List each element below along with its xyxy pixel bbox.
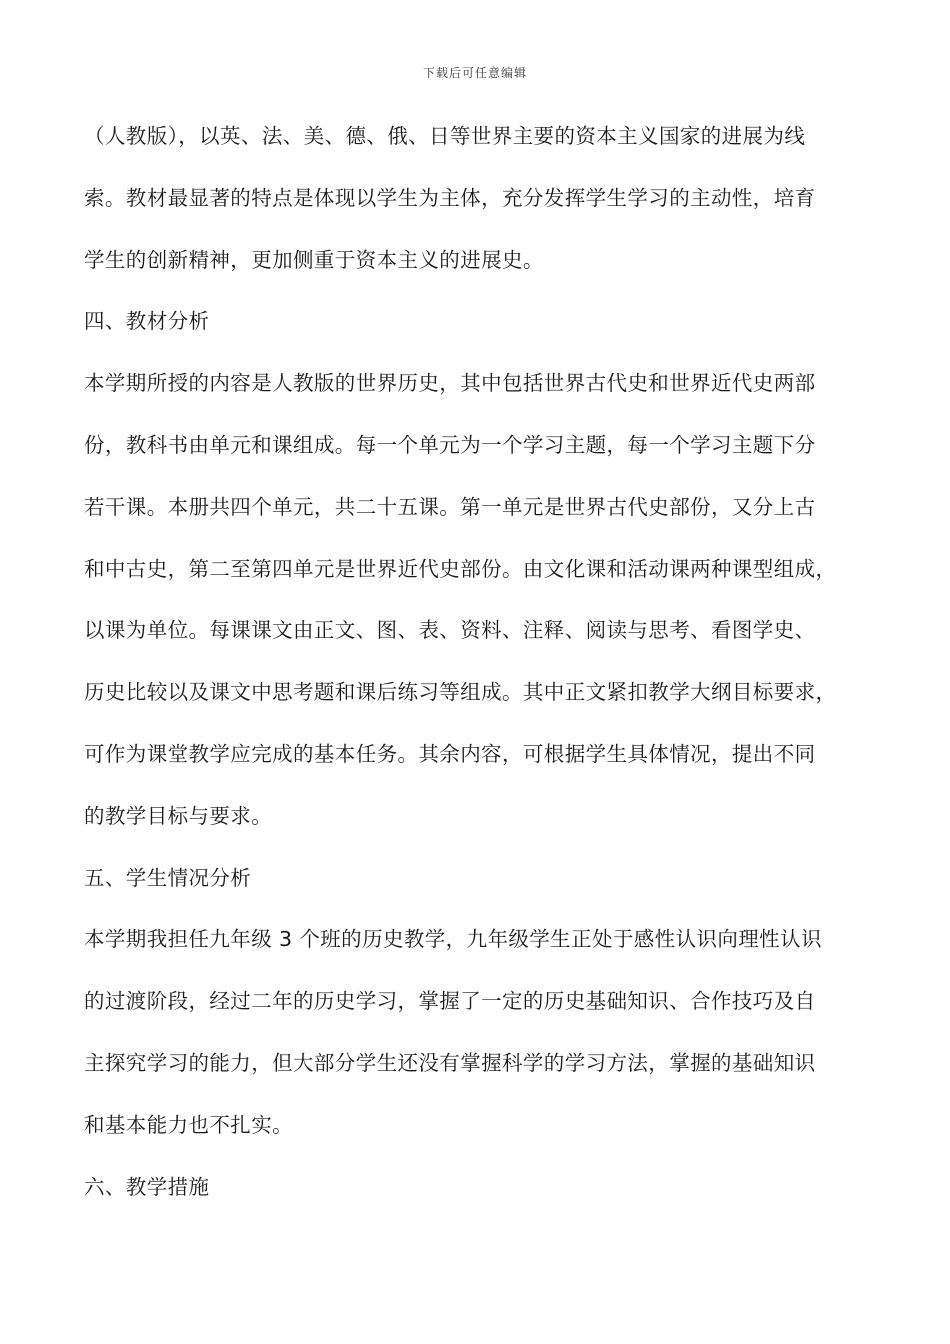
- paragraph-line: 可作为课堂教学应完成的基本任务。其余内容，可根据学生具体情况，提出不同: [84, 741, 816, 766]
- paragraph-line: 历史比较以及课文中思考题和课后练习等组成。其中正文紧扣教学大纲目标要求，: [84, 680, 837, 705]
- paragraph-line: 和基本能力也不扎实。: [84, 1112, 293, 1137]
- paragraph-line: 索。教材最显著的特点是体现以学生为主体，充分发挥学生学习的主动性，培育: [84, 185, 816, 210]
- paragraph-line: 主探究学习的能力，但大部分学生还没有掌握科学的学习方法，掌握的基础知识: [84, 1050, 816, 1075]
- paragraph-line: （人教版），以英、法、美、德、俄、日等世界主要的资本主义国家的进展为线: [84, 124, 806, 148]
- section-heading-textbook-analysis: 四、教材分析: [84, 309, 210, 334]
- paragraph-line: 的过渡阶段，经过二年的历史学习，掌握了一定的历史基础知识、合作技巧及自: [84, 989, 816, 1014]
- paragraph-line: 本学期我担任九年级 3 个班的历史教学，九年级学生正处于感性认识向理性认识: [84, 927, 822, 952]
- section-heading-student-analysis: 五、学生情况分析: [84, 865, 252, 890]
- paragraph-line: 学生的创新精神，更加侧重于资本主义的进展史。: [84, 247, 544, 272]
- document-body: [84, 116, 884, 1228]
- paragraph-line: 份，教科书由单元和课组成。每一个单元为一个学习主题，每一个学习主题下分: [84, 432, 816, 457]
- section-heading-teaching-measures: 六、教学措施: [84, 1174, 210, 1199]
- paragraph-line: 若干课。本册共四个单元，共二十五课。第一单元是世界古代史部份，又分上古: [84, 494, 816, 519]
- paragraph-line: 的教学目标与要求。: [84, 803, 273, 828]
- paragraph-line: 以课为单位。每课课文由正文、图、表、资料、注释、阅读与思考、看图学史、: [84, 618, 816, 643]
- paragraph-line: 本学期所授的内容是人教版的世界历史，其中包括世界古代史和世界近代史两部: [84, 371, 816, 396]
- header-note: 下载后可任意编辑: [422, 66, 527, 80]
- paragraph-line: 和中古史，第二至第四单元是世界近代史部份。由文化课和活动课两种课型组成，: [84, 556, 837, 581]
